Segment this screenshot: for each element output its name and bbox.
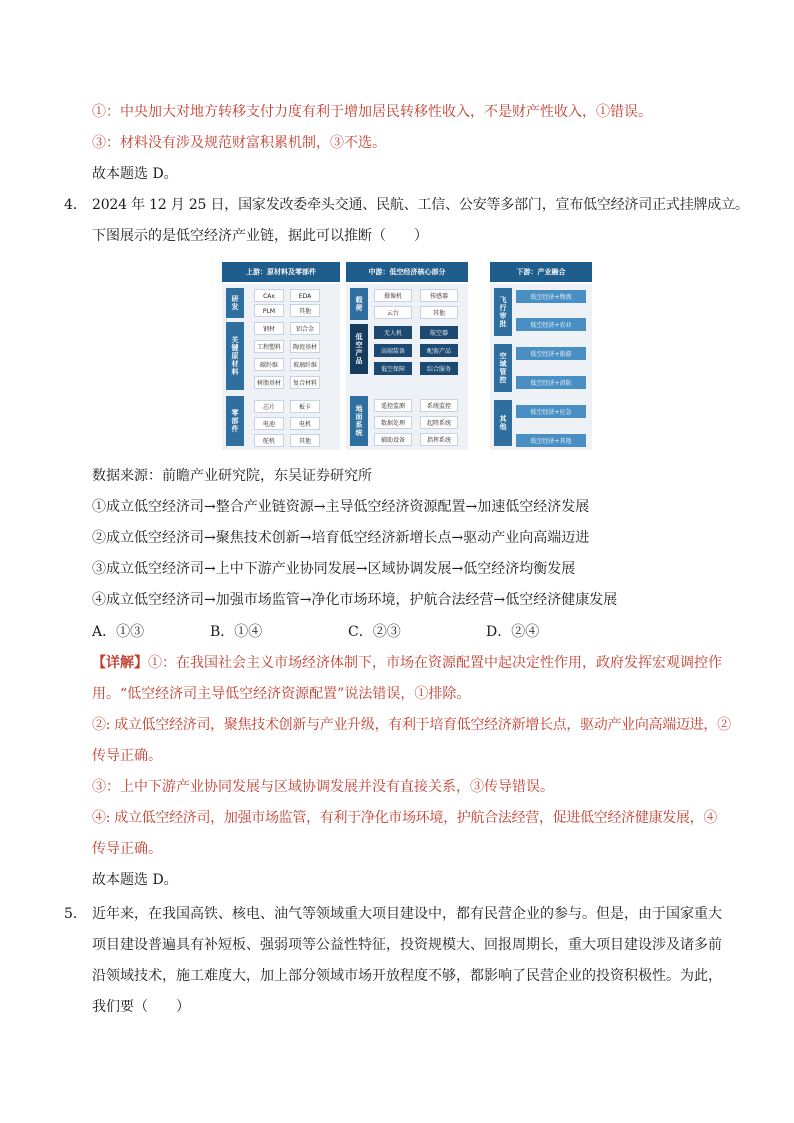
- midstream-cell: 配套产品: [420, 344, 458, 357]
- upstream-cell: 工程塑料: [254, 340, 284, 353]
- detail-line-1a: [92, 653, 722, 673]
- option-c: C．②③: [348, 624, 401, 640]
- downstream-cell: 低空经济+其他: [516, 434, 586, 447]
- downstream-cell: 低空经济+农业: [516, 318, 586, 331]
- downstream-group-other: 其他: [494, 400, 512, 446]
- data-source: 数据来源：前瞻产业研究院，东吴证券研究所: [92, 468, 372, 484]
- midstream-cell: 遥控监测: [374, 399, 412, 412]
- upstream-cell: 舵机: [254, 434, 284, 447]
- detail-line-3: ③：上中下游产业协同发展与区域协调发展并没有直接关系，③传导错误。: [92, 779, 554, 795]
- answer-note-1: ①：中央加大对地方转移支付力度有利于增加居民转移性收入，不是财产性收入，①错误。: [92, 104, 652, 120]
- question-5-line-3: 沿领域技术，施工难度大，加上部分领域市场开放程度不够，都影响了民营企业的投资积极性。为此，: [92, 968, 722, 984]
- midstream-cell: 传感器: [420, 289, 458, 302]
- option-a: A．①③: [92, 624, 145, 640]
- detail-text: ①：在我国社会主义市场经济体制下，市场在资源配置中起决定性作用，政府发挥宏观调控作: [148, 655, 722, 671]
- midstream-cell: 低空保障: [374, 362, 412, 375]
- upstream-header: 上游：原材料及零部件: [222, 262, 340, 282]
- downstream-cell: 低空经济+应急: [516, 405, 586, 418]
- midstream-cell: 摄像机: [374, 289, 412, 302]
- detail-line-2a: ②: 成立低空经济司，聚焦技术创新与产业升级，有利于培育低空经济新增长点，驱动产业向高端迈进，②: [92, 717, 731, 733]
- upstream-cell: EDA: [290, 289, 320, 302]
- midstream-cell: 航空器: [420, 326, 458, 339]
- midstream-group-products: 低空产品: [350, 324, 368, 374]
- detail-line-2b: 传导正确。: [92, 748, 162, 764]
- upstream-group-parts: 零部件: [226, 396, 244, 446]
- upstream-cell: 芯片: [254, 400, 284, 413]
- statement-4: ④成立低空经济司→加强市场监管→净化市场环境，护航合法经营→低空经济健康发展: [92, 592, 618, 608]
- upstream-cell: 铝合金: [290, 322, 320, 335]
- statement-1: ①成立低空经济司→整合产业链资源→主导低空经济资源配置→加速低空经济发展: [92, 499, 590, 515]
- option-b: B．①④: [210, 624, 263, 640]
- industry-chain-diagram: [222, 262, 592, 452]
- midstream-cell: 起降系统: [420, 416, 458, 429]
- answer-choice-1: 故本题选 D。: [92, 166, 178, 182]
- midstream-cell: 辅助设备: [374, 433, 412, 446]
- question-5-line-4: 我们要（ ）: [92, 999, 190, 1015]
- upstream-cell: 电池: [254, 417, 284, 430]
- question-5-number: 5．: [64, 906, 87, 922]
- midstream-group-ground: 地面系统: [350, 396, 368, 446]
- question-4-line-1: 2024 年 12 月 25 日，国家发改委牵头交通、民航、工信、公安等多部门，宣布低空经济司正式挂牌成立。: [92, 197, 749, 213]
- detail-line-1b: 用。“低空经济司主导低空经济资源配置”说法错误，①排除。: [92, 686, 471, 702]
- downstream-group-airspace: 空域管控: [494, 344, 512, 392]
- midstream-cell: 其他: [420, 306, 458, 319]
- upstream-group-rd: 研发: [226, 288, 244, 318]
- midstream-cell: 综合服务: [420, 362, 458, 375]
- question-5-line-1: 近年来，在我国高铁、核电、油气等领域重大项目建设中，都有民营企业的参与。但是，由于国家重大: [92, 906, 722, 922]
- upstream-group-materials: 关键原材料: [226, 322, 244, 390]
- midstream-cell: 云台: [374, 306, 412, 319]
- option-d: D．②④: [486, 624, 540, 640]
- detail-line-4b: 传导正确。: [92, 841, 162, 857]
- upstream-cell: 电机: [290, 417, 320, 430]
- upstream-cell: 其他: [290, 304, 320, 317]
- statement-3: ③成立低空经济司→上中下游产业协同发展→区域协调发展→低空经济均衡发展: [92, 561, 576, 577]
- detail-line-4a: ④: 成立低空经济司，加强市场监管，有利于净化市场环境，护航合法经营，促进低空经济健康发展，④: [92, 810, 718, 826]
- midstream-group-payload: 载荷: [350, 288, 368, 320]
- upstream-cell: 板卡: [290, 400, 320, 413]
- answer-choice-2: 故本题选 D。: [92, 872, 178, 888]
- upstream-cell: 钢材: [254, 322, 284, 335]
- midstream-cell: 指挥系统: [420, 433, 458, 446]
- downstream-header: 下游：产业融合: [490, 262, 592, 282]
- upstream-cell: CAx: [254, 289, 284, 302]
- downstream-cell: 低空经济+物流: [516, 290, 586, 303]
- answer-note-2: ③：材料没有涉及规范财富积累机制，③不选。: [92, 135, 386, 151]
- midstream-cell: 高端装备: [374, 344, 412, 357]
- question-4-number: 4．: [64, 197, 87, 213]
- upstream-cell: 陶瓷基材: [290, 340, 320, 353]
- detail-tag: 【详解】: [92, 655, 148, 671]
- upstream-cell: 碳纤维: [254, 358, 284, 371]
- midstream-cell: 数据处理: [374, 416, 412, 429]
- midstream-header: 中游：低空经济核心部分: [346, 262, 468, 282]
- upstream-cell: PLM: [254, 304, 284, 317]
- statement-2: ②成立低空经济司→聚焦技术创新→培育低空经济新增长点→驱动产业向高端迈进: [92, 530, 590, 546]
- upstream-cell: 玻璃纤维: [290, 358, 320, 371]
- midstream-cell: 系统监控: [420, 399, 458, 412]
- downstream-group-approval: 飞行审批: [494, 288, 512, 336]
- downstream-cell: 低空经济+旅游: [516, 347, 586, 360]
- midstream-cell: 无人机: [374, 326, 412, 339]
- downstream-cell: 低空经济+消防: [516, 376, 586, 389]
- upstream-cell: 其他: [290, 434, 320, 447]
- question-4-line-2: 下图展示的是低空经济产业链，据此可以推断（ ）: [92, 228, 428, 244]
- question-5-line-2: 项目建设普遍具有补短板、强弱项等公益性特征，投资规模大、回报周期长，重大项目建设涉及诸多前: [92, 937, 722, 953]
- upstream-cell: 复合材料: [290, 376, 320, 389]
- upstream-cell: 树脂基材: [254, 376, 284, 389]
